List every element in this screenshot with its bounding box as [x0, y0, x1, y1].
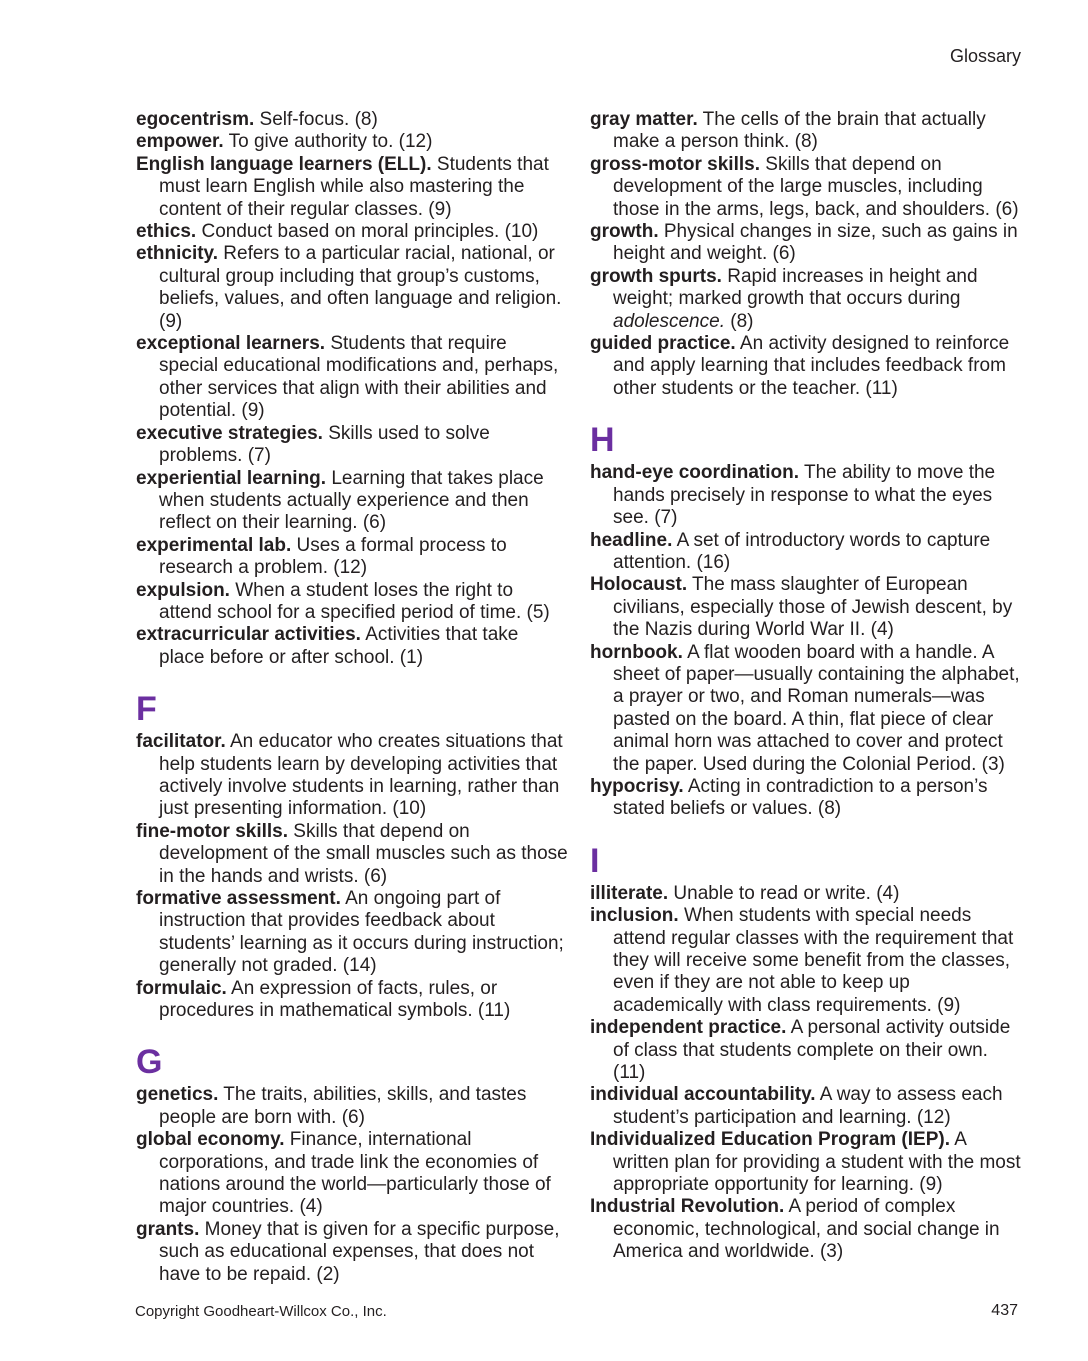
glossary-entry: [136, 423, 568, 468]
glossary-entry: [136, 468, 568, 535]
glossary-term: experiential learning.: [136, 467, 327, 489]
glossary-definition: An ongoing part of instruction that provides feedback about students’ learning as it occurs during instruction; generally not graded. (14): [159, 888, 564, 977]
glossary-definition: Money that is given for a specific purpose, such as educational expenses, that does not have to be repaid. (2): [159, 1218, 560, 1285]
glossary-definition: Uses a formal process to research a problem. (12): [159, 534, 507, 579]
glossary-definition: Skills that depend on development of the small muscles such as those in the hands and wrists. (6): [159, 820, 568, 887]
glossary-term: fine-motor skills.: [136, 820, 289, 842]
glossary-term: independent practice.: [590, 1017, 787, 1039]
glossary-definition: Activities that take place before or after school. (1): [159, 624, 519, 668]
glossary-column-right: [590, 109, 1024, 1264]
glossary-term: gross-motor skills.: [590, 153, 760, 175]
glossary-term: experimental lab.: [136, 534, 292, 556]
glossary-definition: Rapid increases in height and weight; marked growth that occurs during: [613, 265, 978, 310]
glossary-term: ethics.: [136, 221, 197, 243]
glossary-definition: Skills that depend on development of the large muscles, including those in the arms, legs, back, and shoulders. (6): [613, 153, 1019, 220]
glossary-entry: [136, 535, 568, 580]
glossary-definition: A personal activity outside of class that students complete on their own. (11): [613, 1017, 1011, 1084]
section-letter-heading: G: [136, 1043, 163, 1082]
glossary-definition: Students that require special educational modifications and, perhaps, other services that align with their abilities and potential. (9): [159, 333, 559, 422]
glossary-definition-tail: (8): [724, 310, 754, 332]
page-number: 437: [991, 1302, 1018, 1319]
glossary-entry: [136, 580, 568, 625]
glossary-definition: An educator who creates situations that help students learn by developing activities that actively involve students in learning, rather than just presenting information. (10): [159, 731, 563, 820]
glossary-definition: Students that must learn English while also mastering the content of their regular classes. (9): [159, 153, 549, 220]
glossary-term: extracurricular activities.: [136, 624, 361, 646]
glossary-definition: A flat wooden board with a handle. A sheet of paper—usually containing the alphabet, a prayer or two, and Roman numerals—was pasted on the board. A thin, flat piece of clear animal horn was attached to cover and protect the paper. Used during the Colonial Period. (3): [613, 641, 1020, 775]
glossary-definition: When students with special needs attend regular classes with the requirement that they will receive some benefit from the classes, even if they are not able to keep up academically with class requirements. (9): [613, 905, 1014, 1016]
glossary-term: growth.: [590, 221, 659, 243]
glossary-entry: [590, 333, 1024, 400]
glossary-definition: An expression of facts, rules, or procedures in mathematical symbols. (11): [159, 977, 511, 1022]
glossary-term: empower.: [136, 131, 224, 153]
glossary-term: executive strategies.: [136, 422, 323, 444]
glossary-definition: A way to assess each student’s participation and learning. (12): [613, 1084, 1003, 1128]
glossary-definition: Acting in contradiction to a person’s stated beliefs or values. (8): [613, 775, 988, 820]
glossary-term: formative assessment.: [136, 888, 341, 909]
glossary-entry: [590, 1129, 1024, 1196]
glossary-term: hypocrisy.: [590, 775, 684, 797]
glossary-entry: [136, 243, 568, 333]
glossary-entry: [136, 821, 568, 888]
glossary-entry: [590, 1017, 1024, 1084]
glossary-entry: [136, 1219, 568, 1286]
glossary-definition: Refers to a particular racial, national, or cultural group including that group’s customs, beliefs, values, and often language and religion. (9): [159, 243, 562, 332]
glossary-entry: [136, 109, 568, 131]
glossary-entry: [136, 731, 568, 821]
glossary-definition: The ability to move the hands precisely in response to what the eyes see. (7): [613, 462, 996, 529]
glossary-definition: A period of complex economic, technological, and social change in America and worldwide. (3): [613, 1196, 1000, 1263]
glossary-term: guided practice.: [590, 333, 736, 355]
glossary-definition: Conduct based on moral principles. (10): [196, 221, 539, 243]
glossary-entry: [590, 1196, 1024, 1263]
glossary-term: grants.: [136, 1218, 200, 1240]
glossary-definition: Skills used to solve problems. (7): [159, 422, 490, 467]
glossary-column-left: [136, 109, 568, 1286]
glossary-term: headline.: [590, 529, 673, 551]
glossary-definition: Unable to read or write. (4): [668, 882, 900, 904]
glossary-entry: [136, 131, 568, 153]
glossary-definition: Learning that takes place when students actually experience and then reflect on their learning. (6): [159, 467, 544, 534]
glossary-term: Industrial Revolution.: [590, 1196, 785, 1218]
glossary-definition: When a student loses the right to attend school for a specified period of time. (5): [159, 579, 550, 623]
glossary-definition: An activity designed to reinforce and apply learning that includes feedback from other students or the teacher. (11): [613, 333, 1010, 399]
glossary-definition: The cells of the brain that actually make a person think. (8): [613, 109, 986, 153]
glossary-definition: A written plan for providing a student with the most appropriate opportunity for learning. (9): [613, 1129, 1021, 1196]
glossary-term: inclusion.: [590, 905, 679, 927]
glossary-entry: [590, 905, 1024, 1017]
glossary-entry: [136, 978, 568, 1023]
glossary-entry: [136, 154, 568, 221]
glossary-definition: A set of introductory words to capture attention. (16): [613, 529, 991, 573]
glossary-term: exceptional learners.: [136, 333, 326, 355]
glossary-entry: [136, 624, 568, 669]
glossary-entry: [590, 574, 1024, 641]
glossary-term: facilitator.: [136, 731, 226, 753]
glossary-entry: [590, 221, 1024, 266]
running-head: Glossary: [949, 46, 1021, 66]
section-letter-heading: I: [590, 841, 600, 880]
glossary-entry: [590, 154, 1024, 221]
glossary-term: growth spurts.: [590, 265, 722, 287]
glossary-definition: To give authority to. (12): [223, 131, 433, 153]
glossary-term: ethnicity.: [136, 243, 218, 265]
glossary-term: egocentrism.: [136, 109, 255, 130]
glossary-term: English language learners (ELL).: [136, 153, 432, 175]
glossary-term: global economy.: [136, 1129, 285, 1151]
glossary-term: illiterate.: [590, 882, 669, 904]
glossary-entry: [590, 1084, 1024, 1129]
copyright: Copyright Goodheart-Willcox Co., Inc.: [135, 1303, 387, 1320]
glossary-entry: [590, 883, 1024, 905]
glossary-entry: [136, 888, 568, 978]
glossary-term: genetics.: [136, 1084, 219, 1106]
glossary-term: hornbook.: [590, 641, 683, 663]
glossary-entry: [590, 776, 1024, 821]
glossary-entry: [590, 109, 1024, 154]
glossary-term: formulaic.: [136, 977, 227, 999]
glossary-term: individual accountability.: [590, 1084, 816, 1106]
glossary-definition: Finance, international corporations, and trade link the economies of nations around the world—particularly those of major countries. (4): [159, 1129, 551, 1218]
glossary-entry: [590, 462, 1024, 529]
glossary-term: gray matter.: [590, 109, 698, 130]
glossary-definition: The traits, abilities, skills, and tastes people are born with. (6): [159, 1084, 527, 1128]
glossary-entry: [136, 1084, 568, 1129]
glossary-entry: [136, 333, 568, 423]
section-letter-heading: H: [590, 421, 615, 460]
glossary-term: Holocaust.: [590, 574, 688, 596]
glossary-entry: [590, 530, 1024, 575]
glossary-entry: [590, 266, 1024, 333]
glossary-definition: Physical changes in size, such as gains in height and weight. (6): [613, 221, 1018, 265]
glossary-entry: [136, 1129, 568, 1219]
glossary-term: expulsion.: [136, 579, 230, 601]
glossary-definition: Self-focus. (8): [254, 109, 378, 130]
glossary-definition: The mass slaughter of European civilians, especially those of Jewish descent, by the Nazis during World War II. (4): [613, 574, 1013, 641]
glossary-term: Individualized Education Program (IEP).: [590, 1129, 950, 1151]
section-letter-heading: F: [136, 690, 157, 729]
glossary-entry: [136, 221, 568, 243]
glossary-term: hand-eye coordination.: [590, 462, 800, 484]
glossary-definition-italic: adolescence.: [613, 310, 725, 332]
glossary-entry: [590, 642, 1024, 776]
